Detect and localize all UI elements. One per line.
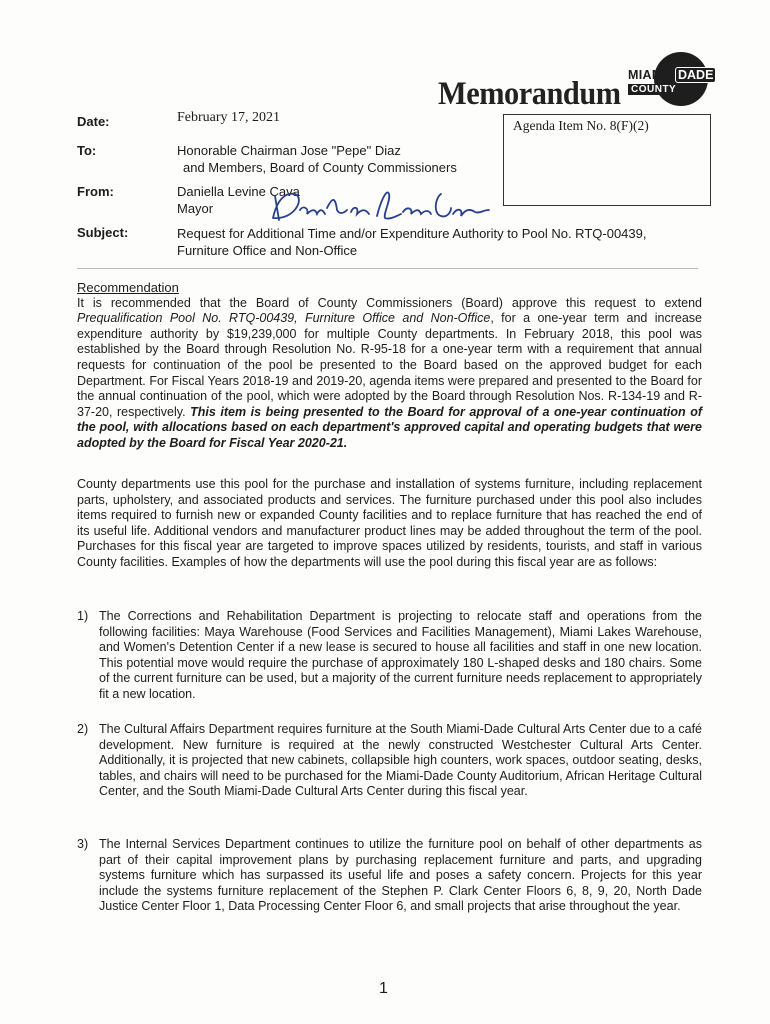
- from-title: Mayor: [177, 201, 214, 216]
- agenda-item-number: Agenda Item No. 8(F)(2): [513, 118, 649, 133]
- to-label: To:: [77, 143, 97, 158]
- item-3-text: The Internal Services Department continues to utilize the furniture pool on behalf of other departments as part of their capital improvement plans by purchasing replacement furniture and parts, and upgrading systems furniture which has surpassed its useful life and poses a safety concern. Projects for this year include the systems furniture replacement of the Stephen P. Clark Center Floors 6, 8, 9, 20, North Dade Justice Center Floor 1, Data Processing Center Floor 6, and small projects that arise throughout the year.: [99, 837, 702, 914]
- header-divider: [77, 268, 698, 269]
- subject-line-1: Request for Additional Time and/or Expenditure Authority to Pool No. RTQ-00439,: [177, 226, 647, 241]
- recommendation-text-a: It is recommended that the Board of County Commissioners (Board) approve this request to extend: [77, 295, 702, 310]
- recommendation-emphasis: This item is being presented to the Board for approval of a one-year continuation of the pool, with allocations based on each department's approved capital and operating budgets that were adopted by the Board for Fiscal Year 2020-21.: [77, 404, 702, 450]
- subject-line-2: Furniture Office and Non-Office: [177, 243, 358, 258]
- recommendation-heading: Recommendation: [77, 280, 179, 295]
- item-1-text: The Corrections and Rehabilitation Department is projecting to relocate staff and operations from the following facilities: Maya Warehouse (Food Services and Facilities Management), Miami Lakes Warehouse, and Women's Detention Center if a new lease is secured to house all facilities and staff in one new location. This potential move would require the purchase of approximately 180 L-shaped desks and 180 chairs. Some of the current furniture can be used, but a majority of the current furniture needs replacement to appropriately fit a new location.: [99, 609, 702, 701]
- from-label: From:: [77, 184, 114, 199]
- subject-label: Subject:: [77, 225, 129, 240]
- to-line-2: and Members, Board of County Commissioners: [183, 160, 457, 175]
- logo-county: COUNTY: [628, 84, 679, 95]
- miami-dade-logo: [626, 52, 718, 106]
- memo-title: Memorandum: [438, 76, 621, 112]
- date-label: Date:: [77, 114, 110, 129]
- item-2-number: 2): [77, 722, 89, 736]
- recommendation-text-b: , for a one-year term and increase expenditure authority by $19,239,000 for multiple County departments. In February 2018, this pool was established by the Board through Resolution No. R-95-18 for a one-year term with a requirement that annual requests for continuation of the pool be presented to the Board based on the approved budget for each Department. For Fiscal Years 2018-19 and 2019-20, agenda items were prepared and presented to the Board for the annual continuation of the pool, which were adopted by the Board through Resolution Nos. R-134-19 and R-37-20, respectively.: [77, 311, 702, 419]
- page-number: 1: [379, 980, 388, 997]
- departments-paragraph: County departments use this pool for the purchase and installation of systems furniture, including replacement parts, upholstery, and associated products and services. The furniture purchased under this pool also includes items required to furnish new or expanded County facilities and to replace furniture that has reached the end of its useful life. Additional vendors and manufacturer product lines may be added throughout the term of the pool. Purchases for this fiscal year are targeted to improve spaces utilized by residents, tourists, and staff in various County facilities. Examples of how the departments will use the pool during this fiscal year are as follows:: [77, 477, 702, 569]
- agenda-item-box: [503, 114, 711, 206]
- item-1-number: 1): [77, 609, 89, 623]
- recommendation-section: [77, 280, 702, 452]
- pool-name-italic: Prequalification Pool No. RTQ-00439, Furniture Office and Non-Office: [77, 311, 491, 326]
- logo-miami: MIAMI: [628, 68, 667, 82]
- item-3-number: 3): [77, 837, 89, 851]
- to-line-1: Honorable Chairman Jose "Pepe" Diaz: [177, 143, 401, 158]
- from-name: Daniella Levine Cava: [177, 184, 300, 199]
- item-2-text: The Cultural Affairs Department requires furniture at the South Miami-Dade Cultural Arts Center due to a café development. New furniture is required at the newly constructed Westchester Cultural Arts Center. Additionally, it is projected that new cabinets, collapsible high counters, work spaces, outdoor seating, desks, tables, and chairs will need to be purchased for the Miami-Dade County Auditorium, African Heritage Cultural Center, and the South Miami-Dade Cultural Arts Center during this fiscal year.: [99, 722, 702, 799]
- date-value: February 17, 2021: [177, 110, 281, 125]
- mayor-signature: [265, 180, 495, 230]
- logo-dade: DADE: [675, 67, 716, 83]
